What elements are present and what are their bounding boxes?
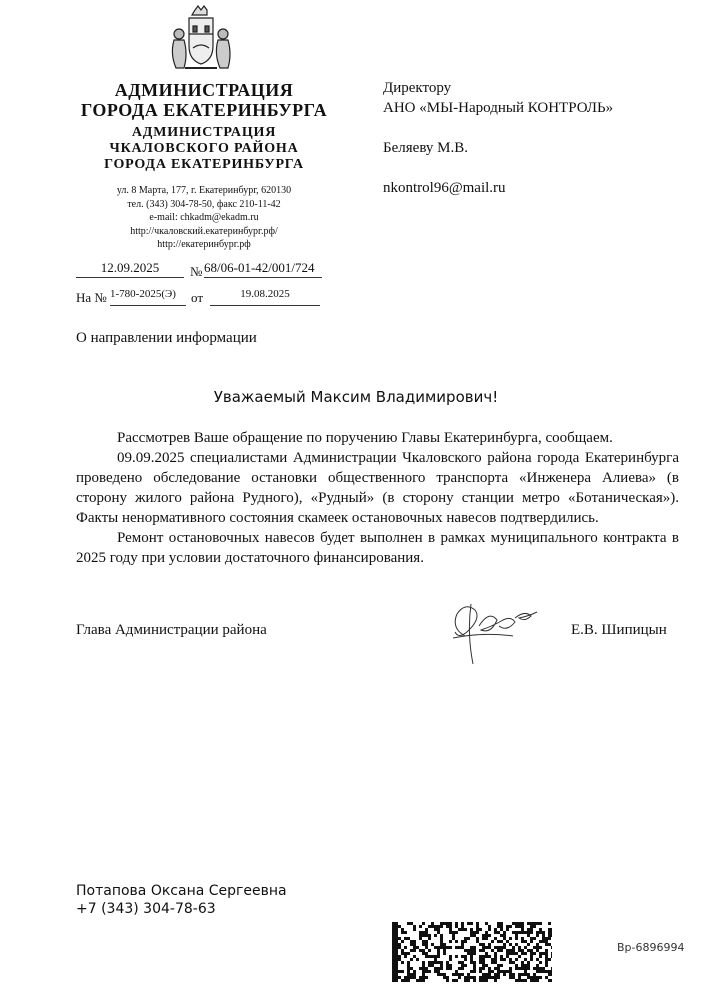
address: ул. 8 Марта, 177, г. Екатеринбург, 620130 <box>116 185 292 196</box>
addressee-name: Беляеву М.В. <box>383 140 468 156</box>
ref-number-label: На № <box>76 290 107 305</box>
reg-number-field <box>204 260 322 278</box>
salutation: Уважаемый Максим Владимирович! <box>213 388 499 406</box>
ref-date-label: от <box>191 290 204 305</box>
reg-number: 68/06-01-42/001/724 <box>204 260 315 275</box>
body-paragraph: Рассмотрев Ваше обращение по поручению Главы Екатеринбурга, сообщаем. <box>117 430 613 446</box>
executor-phone: +7 (343) 304-78-63 <box>76 901 216 917</box>
signer-title: Глава Администрации района <box>76 622 267 638</box>
phone-fax: тел. (343) 304-78-50, факс 210-11-42 <box>127 198 281 210</box>
dept-line-3: ГОРОДА ЕКАТЕРИНБУРГА <box>104 157 304 172</box>
executor-name: Потапова Оксана Сергеевна <box>76 883 287 899</box>
reg-date-field <box>76 260 184 278</box>
ref-date-field <box>210 288 320 306</box>
contact-block <box>60 184 348 252</box>
reg-number-label: № <box>190 264 203 279</box>
executor-block <box>76 882 287 918</box>
website-district: http://чкаловский.екатеринбург.рф/ <box>130 225 278 237</box>
body-paragraph: 09.09.2025 специалистами Администрации Чкаловского района города Екатеринбурга проведено обследование остановки общественного транспорта «Инженера Алиева» (в сторону жилого района Рудного), «Рудный» (в сторону станции метро «Ботаническая»). Факты ненормативного состояния скамеек остановочных навесов подтвердились. <box>76 450 679 526</box>
coat-of-arms-icon <box>165 4 237 76</box>
addressee-organization: АНО «МЫ-Народный КОНТРОЛЬ» <box>383 100 614 116</box>
addressee-block <box>383 78 613 198</box>
dept-line-2: ЧКАЛОВСКОГО РАЙОНА <box>109 141 299 156</box>
ref-number: 1-780-2025(Э) <box>110 288 176 300</box>
signer-name: Е.В. Шипицын <box>571 622 667 638</box>
document-code: Вр-6896994 <box>617 941 685 954</box>
reg-date: 12.09.2025 <box>100 260 160 275</box>
email: e-mail: chkadm@ekadm.ru <box>149 212 259 223</box>
ref-number-field <box>110 288 186 306</box>
org-line-2: ГОРОДА ЕКАТЕРИНБУРГА <box>80 100 328 120</box>
website-city: http://екатеринбург.рф <box>157 239 251 250</box>
organization-name <box>70 80 338 120</box>
letter-body <box>76 428 679 568</box>
body-paragraph: Ремонт остановочных навесов будет выполнен в рамках муниципального контракта в 2025 году при условии достаточного финансирования. <box>76 530 679 566</box>
dept-line-1: АДМИНИСТРАЦИЯ <box>131 125 277 140</box>
ref-date: 19.08.2025 <box>240 288 290 300</box>
org-line-1: АДМИНИСТРАЦИЯ <box>114 80 294 100</box>
barcode-icon <box>392 922 552 982</box>
handwritten-signature <box>435 596 555 668</box>
letter-subject: О направлении информации <box>76 330 257 346</box>
department-name <box>90 125 318 173</box>
addressee-position: Директору <box>383 80 452 96</box>
addressee-email: nkontrol96@mail.ru <box>383 180 506 196</box>
